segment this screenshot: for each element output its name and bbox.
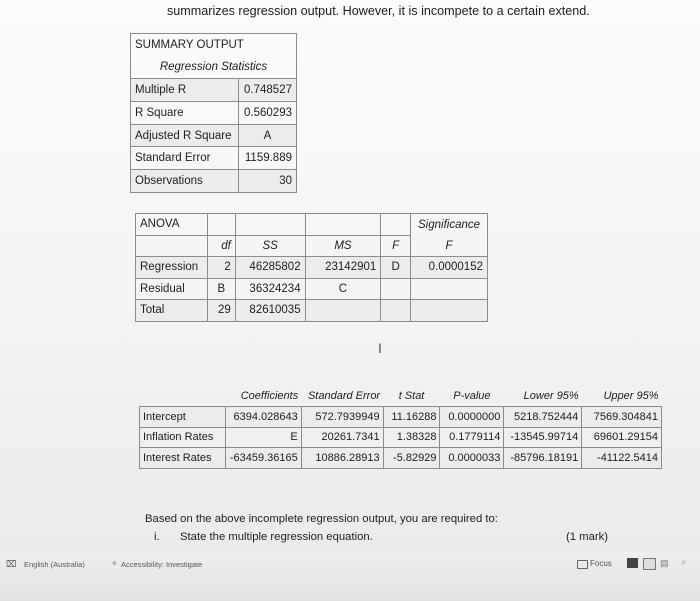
coef-header: Standard Error xyxy=(301,386,383,407)
coef-upper: 7569.304841 xyxy=(582,407,662,428)
focus-icon[interactable] xyxy=(577,560,588,569)
coef-header: t Stat xyxy=(383,386,440,407)
coef-row-label: Inflation Rates xyxy=(140,427,226,448)
anova-table xyxy=(135,213,488,322)
coef-t: -5.82929 xyxy=(383,448,440,469)
accessibility-status[interactable]: Accessibility: Investigate xyxy=(121,560,203,569)
coef-t: 1.38328 xyxy=(383,427,440,448)
text-cursor-icon: I xyxy=(378,340,382,356)
language-status[interactable]: English (Australia) xyxy=(24,560,85,569)
coef-t: 11.16288 xyxy=(383,407,440,428)
anova-header-f: F xyxy=(381,235,411,257)
coef-lower: -85796.18191 xyxy=(504,448,582,469)
anova-header-df: df xyxy=(207,235,235,257)
zoom-icon[interactable]: ⌕ xyxy=(681,557,687,568)
coef-row-label: Interest Rates xyxy=(140,448,226,469)
anova-f: D xyxy=(381,257,411,279)
question-item-number: i. xyxy=(154,531,160,543)
coef-se: 20261.7341 xyxy=(301,427,383,448)
coef-header: Coefficients xyxy=(225,386,301,407)
focus-button[interactable]: Focus xyxy=(590,559,612,568)
question-marks: (1 mark) xyxy=(566,531,609,543)
coef-upper: 69601.29154 xyxy=(582,427,662,448)
summary-row-label: Observations xyxy=(131,170,239,193)
coef-header: Upper 95% xyxy=(582,386,662,407)
summary-output-table xyxy=(130,33,297,193)
coefficients-table xyxy=(139,386,662,469)
anova-ss: 46285802 xyxy=(235,257,305,279)
coef-header: Lower 95% xyxy=(504,386,582,407)
anova-header-ms: MS xyxy=(305,235,381,257)
coef-header: P-value xyxy=(440,386,504,407)
summary-row-label: Multiple R xyxy=(131,79,239,102)
anova-title: ANOVA xyxy=(136,214,208,236)
summary-row-value: 30 xyxy=(238,170,296,193)
question-prompt: Based on the above incomplete regression output, you are required to: xyxy=(145,513,498,525)
coef-lower: -13545.99714 xyxy=(504,427,582,448)
coef-p: 0.0000033 xyxy=(440,448,504,469)
anova-df: B xyxy=(207,278,235,300)
summary-title: SUMMARY OUTPUT xyxy=(131,34,297,57)
anova-df: 2 xyxy=(207,257,235,279)
anova-sig xyxy=(411,278,488,300)
summary-row-value: 0.560293 xyxy=(238,102,296,125)
question-item-text: State the multiple regression equation. xyxy=(180,531,373,543)
anova-f xyxy=(381,300,411,322)
coef-p: 0.0000000 xyxy=(440,407,504,428)
anova-df: 29 xyxy=(207,300,235,322)
coef-value: -63459.36165 xyxy=(225,448,301,469)
coef-p: 0.1779114 xyxy=(440,427,504,448)
accessibility-icon[interactable]: ✧ xyxy=(111,559,118,568)
coef-value: E xyxy=(225,427,301,448)
summary-row-value: A xyxy=(238,124,296,147)
coef-se: 572.7939949 xyxy=(301,407,383,428)
print-layout-icon[interactable] xyxy=(627,558,638,568)
language-icon[interactable]: ⌧ xyxy=(6,559,17,569)
anova-header-sig: F xyxy=(411,235,488,257)
anova-row-label: Residual xyxy=(136,278,208,300)
anova-sig: 0.0000152 xyxy=(411,257,488,279)
web-layout-icon[interactable] xyxy=(643,558,656,570)
anova-ms xyxy=(305,300,381,322)
summary-row-value: 0.748527 xyxy=(238,79,296,102)
summary-row-label: Standard Error xyxy=(131,147,239,170)
coef-upper: -41122.5414 xyxy=(582,448,662,469)
question-item xyxy=(154,531,373,543)
anova-row-label: Total xyxy=(136,300,208,322)
regression-statistics-heading: Regression Statistics xyxy=(131,56,297,79)
read-mode-icon[interactable]: ▤ xyxy=(660,558,669,568)
intro-text: summarizes regression output. However, it is incompete to a certain extend. xyxy=(167,4,590,18)
anova-sig xyxy=(411,300,488,322)
anova-f xyxy=(381,278,411,300)
anova-ms: 23142901 xyxy=(305,257,381,279)
summary-row-label: R Square xyxy=(131,102,239,125)
anova-row-label: Regression xyxy=(136,257,208,279)
summary-row-value: 1159.889 xyxy=(238,147,296,170)
anova-ss: 82610035 xyxy=(235,300,305,322)
anova-ss: 36324234 xyxy=(235,278,305,300)
anova-header-ss: SS xyxy=(235,235,305,257)
anova-ms: C xyxy=(305,278,381,300)
coef-lower: 5218.752444 xyxy=(504,407,582,428)
coef-row-label: Intercept xyxy=(140,407,226,428)
coef-se: 10886.28913 xyxy=(301,448,383,469)
significance-heading: Significance xyxy=(411,214,488,236)
summary-row-label: Adjusted R Square xyxy=(131,124,239,147)
coef-value: 6394.028643 xyxy=(225,407,301,428)
